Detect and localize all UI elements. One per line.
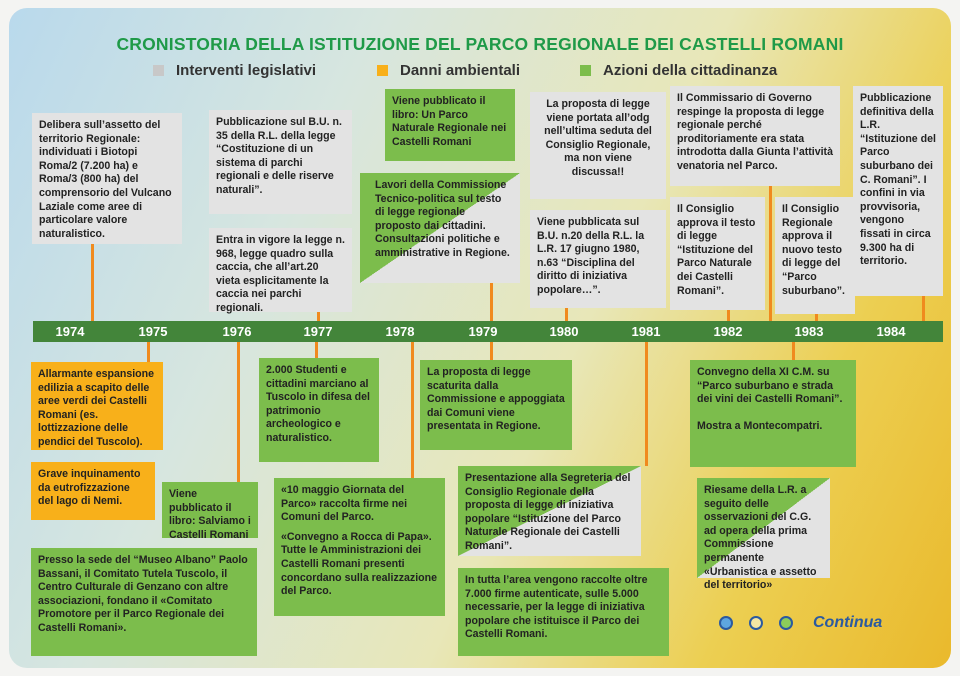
connector-line [411, 342, 414, 478]
gray-swatch-icon [153, 65, 164, 76]
event-1978-firme-convegno [274, 478, 445, 616]
event-1982-commissario: Il Commissario di Governo respinge la proposta di legge regionale perché proditoriamente era stata introdotta dalla Giunta l’attività venatoria nel Parco. [670, 86, 840, 186]
connector-line [317, 312, 320, 321]
event-1979-proposta-presentata: La proposta di legge scaturita dalla Commissione e appoggiata dai Comuni viene presentata in Regione. [420, 360, 572, 450]
year-label: 1978 [385, 324, 415, 339]
legend-label: Interventi legislativi [176, 62, 317, 79]
event-1977-studenti: 2.000 Studenti e cittadini marciano al Tuscolo in difesa del patrimonio archeologico e naturalistico. [259, 358, 379, 462]
legend-item-legislative [153, 62, 316, 79]
connector-line [490, 342, 493, 360]
dot-green-icon[interactable] [779, 616, 793, 630]
connector-line [490, 283, 493, 321]
connector-line [792, 342, 795, 360]
legend-item-environmental [377, 62, 520, 79]
connector-line [315, 342, 318, 358]
connector-line [815, 314, 818, 321]
year-label: 1974 [55, 324, 85, 339]
event-1981-firme: In tutta l’area vengono raccolte oltre 7.000 firme autenticate, sulle 5.000 necessarie, per la legge di iniziativa popolare che istituisce il Parco dei Castelli Romani. [458, 568, 669, 656]
legend-label: Azioni della cittadinanza [603, 62, 778, 79]
year-label: 1982 [713, 324, 743, 339]
connector-line [147, 342, 150, 362]
event-1978-libro: Viene pubblicato il libro: Un Parco Naturale Regionale nei Castelli Romani [385, 89, 515, 161]
continua-nav[interactable] [719, 614, 882, 632]
connector-line [922, 296, 925, 321]
event-text: Convegno della XI C.M. su “Parco suburbano e strada dei vini dei Castelli Romani”. [697, 366, 843, 406]
green-swatch-icon [580, 65, 591, 76]
legend-item-citizens [580, 62, 777, 79]
year-label: 1981 [631, 324, 661, 339]
event-1976-libro: Viene pubblicato il libro: Salviamo i Castelli Romani [162, 482, 258, 538]
year-label: 1976 [222, 324, 252, 339]
event-1981-segreteria: Presentazione alla Segreteria del Consiglio Regionale della proposta di legge di iniziativa popolare “Istituzione del Parco Naturale Regionale dei Castelli Romani”. [458, 466, 641, 556]
event-1983-convegno [690, 360, 856, 467]
year-label: 1975 [138, 324, 168, 339]
year-label: 1983 [794, 324, 824, 339]
page-title: CRONISTORIA DELLA ISTITUZIONE DEL PARCO REGIONALE DEI CASTELLI ROMANI [116, 34, 844, 54]
year-label: 1980 [549, 324, 579, 339]
connector-line [645, 342, 648, 466]
event-1983-riesame: Riesame della L.R. a seguito delle osservazioni del C.G. ad opera della prima Commissione permanente «Urbanistica e assetto del territorio» [697, 478, 830, 578]
event-1984-pubblicazione: Pubblicazione definitiva della L.R. “Istituzione del Parco suburbano dei C. Romani”. I confini in via provvisoria, vengono fissati in circa 9.300 ha di territorio. [853, 86, 943, 296]
connector-line [237, 342, 240, 482]
dot-yellow-icon[interactable] [749, 616, 763, 630]
event-1976-pubblicazione: Pubblicazione sul B.U. n. 35 della R.L. della legge “Costituzione di un sistema di parchi regionali e delle riserve naturali”. [209, 110, 352, 214]
dot-blue-icon[interactable] [719, 616, 733, 630]
legend-label: Danni ambientali [400, 62, 521, 79]
orange-swatch-icon [377, 65, 388, 76]
connector-line [91, 244, 94, 321]
event-1980-proposta-odg: La proposta di legge viene portata all’odg nell’ultima seduta del Consiglio Regionale, ma non viene discussa!! [530, 92, 666, 199]
event-1983-consiglio: Il Consiglio Regionale approva il nuovo testo di legge del “Parco suburbano”. [775, 197, 855, 314]
event-1974-delibera: Delibera sull’assetto del territorio Regionale: individuati i Biotopi Roma/2 (7.200 ha) e Roma/3 (800 ha) del comprensorio del Vulcano Laziale come aree di particolare valore naturalistico. [32, 113, 182, 244]
connector-line [565, 308, 568, 321]
year-label: 1984 [876, 324, 906, 339]
event-1982-consiglio: Il Consiglio approva il testo di legge “Istituzione del Parco Naturale dei Castelli Romani”. [670, 197, 765, 310]
year-label: 1979 [468, 324, 498, 339]
continua-label[interactable]: Continua [813, 614, 883, 631]
event-1977-legge-caccia: Entra in vigore la legge n. 968, legge quadro sulla caccia, che all’art.20 vieta esplicitamente la caccia nei parchi regionali. [209, 228, 352, 312]
event-text: «Convegno a Rocca di Papa». Tutte le Amministrazioni dei Castelli Romani presenti concordano sulla realizzazione del Parco. [281, 530, 438, 598]
event-text: Lavori della Commissione Tecnico-politica sul testo di legge regionale proposto dai cittadini. Consultazioni politiche e amministrative in Regione. [375, 179, 510, 259]
event-1975-comitato: Presso la sede del “Museo Albano” Paolo Bassani, il Comitato Tutela Tuscolo, il Centro Culturale di Genzano con altre associazioni, fondano il «Comitato Promotore per il Parco Regionale dei Castelli Romani». [31, 548, 257, 656]
event-1975-espansione: Allarmante espansione edilizia a scapito delle aree verdi dei Castelli Romani (es. lottizzazione delle pendici del Tuscolo). [31, 362, 163, 450]
event-1975-nemi: Grave inquinamento da eutrofizzazione del lago di Nemi. [31, 462, 155, 520]
event-text: «10 maggio Giornata del Parco» raccolta firme nei Comuni del Parco. [281, 484, 408, 524]
event-text: Mostra a Montecompatri. [697, 419, 823, 432]
connector-line [727, 310, 730, 321]
year-label: 1977 [303, 324, 333, 339]
event-1980-bur: Viene pubblicata sul B.U. n.20 della R.L. la L.R. 17 giugno 1980, n.63 “Disciplina del diritto di iniziativa popolare…”. [530, 210, 666, 308]
event-1979-lavori-commissione [360, 173, 520, 283]
